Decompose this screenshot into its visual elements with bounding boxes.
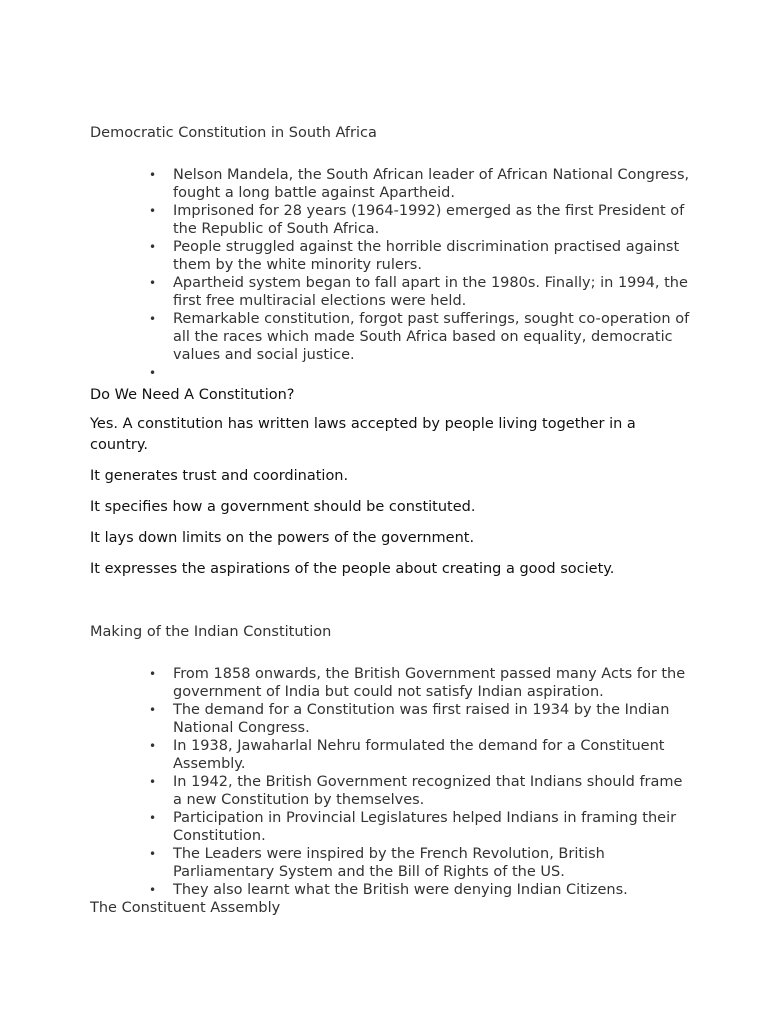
paragraph: It lays down limits on the powers of the government. [90,530,475,546]
list-item-text: Imprisoned for 28 years (1964-1992) emerged as the first President of the Republic of South Africa. [173,203,685,237]
list-item-text: In 1938, Jawaharlal Nehru formulated the demand for a Constituent Assembly. [173,738,665,772]
list-item [149,773,690,809]
list-item [149,737,690,773]
paragraph: It generates trust and coordination. [90,468,349,484]
bullet-dot: • [149,204,157,218]
bullet-dot: • [149,703,157,717]
list-item [149,845,690,881]
list-item [149,665,690,701]
list-item-text: Apartheid system began to fall apart in the 1980s. Finally; in 1994, the first free multiracial elections were held. [173,275,688,309]
list-item [149,701,690,737]
bullet-dot: • [149,168,157,182]
bullet-dot: • [149,883,157,897]
list-item-text: From 1858 onwards, the British Government passed many Acts for the government of India but could not satisfy Indian aspiration. [173,666,686,700]
list-item-text: In 1942, the British Government recognized that Indians should frame a new Constitution by themselves. [173,774,683,808]
list-item-text: Nelson Mandela, the South African leader of African National Congress, fought a long battle against Apartheid. [173,167,690,201]
bullet-dot: • [149,240,157,254]
list-item-text: They also learnt what the British were denying Indian Citizens. [173,882,628,898]
list-item [149,274,690,310]
bullet-dot: • [149,739,157,753]
list-item [149,310,690,364]
bullet-dot: • [149,847,157,861]
list-item [149,166,690,202]
bullet-dot: • [149,312,157,326]
bullet-dot: • [149,366,157,380]
list-item [149,202,690,238]
section-title-indian-constitution: Making of the Indian Constitution [90,624,332,640]
list-item [149,809,690,845]
south-africa-bullet-list [90,166,690,382]
section-title-south-africa: Democratic Constitution in South Africa [90,125,377,141]
paragraph: Yes. A constitution has written laws accepted by people living together in a country. [90,416,636,453]
list-item-text: The demand for a Constitution was first raised in 1934 by the Indian National Congress. [173,702,670,736]
list-item [149,364,690,382]
list-item-text: People struggled against the horrible discrimination practised against them by the white minority rulers. [173,239,680,273]
list-item-text: Participation in Provincial Legislatures helped Indians in framing their Constitution. [173,810,677,844]
bullet-dot: • [149,667,157,681]
list-item [149,238,690,274]
section-title-constituent-assembly: The Constituent Assembly [90,900,281,916]
section-title-need-constitution: Do We Need A Constitution? [90,387,295,403]
indian-constitution-bullet-list [90,665,690,899]
list-item [149,881,690,899]
paragraph: It expresses the aspirations of the people about creating a good society. [90,561,615,577]
paragraph: It specifies how a government should be constituted. [90,499,476,515]
bullet-dot: • [149,775,157,789]
document-page [90,124,690,917]
need-constitution-paragraphs [90,414,690,580]
bullet-dot: • [149,811,157,825]
list-item-text: Remarkable constitution, forgot past sufferings, sought co-operation of all the races which made South Africa based on equality, democratic values and social justice. [173,311,690,363]
list-item-text: The Leaders were inspired by the French Revolution, British Parliamentary System and the Bill of Rights of the US. [173,846,605,880]
bullet-dot: • [149,276,157,290]
